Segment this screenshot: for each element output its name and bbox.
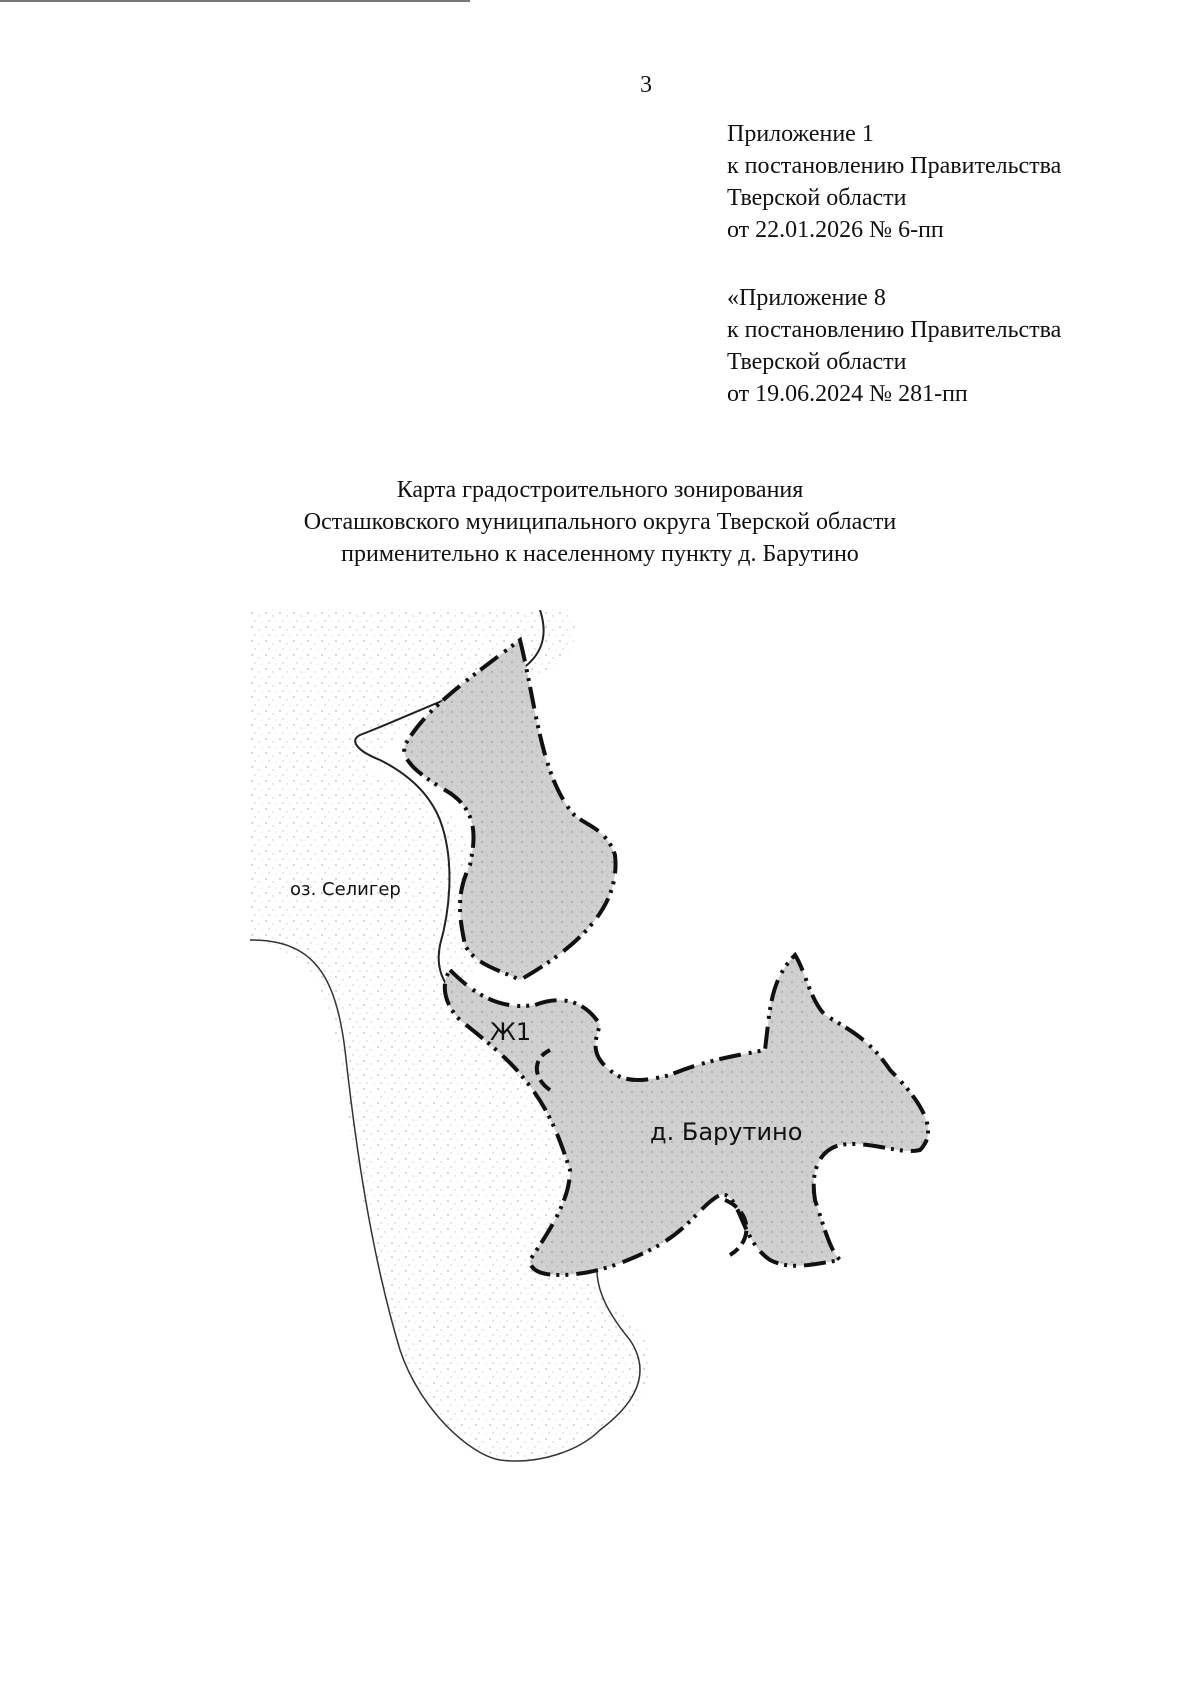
annex-current-region: Тверской области (727, 185, 907, 211)
map-title-line-2: Осташковского муниципального округа Тверской области (303, 509, 897, 535)
lake-label: оз. Селигер (290, 879, 401, 900)
zoning-map-svg (250, 610, 1030, 1540)
page-number: 3 (640, 72, 652, 98)
annex-previous-date: от 19.06.2024 № 281-пп (727, 381, 968, 407)
annex-current-block (727, 118, 1061, 246)
annex-previous-block (727, 282, 1061, 410)
annex-previous-region: Тверской области (727, 349, 907, 375)
top-edge-line (0, 0, 470, 2)
map-title-line-3: применительно к населенному пункту д. Барутино (341, 541, 859, 567)
zoning-map (250, 610, 1030, 1540)
settlement-label: д. Барутино (650, 1118, 803, 1146)
annex-current-date: от 22.01.2026 № 6-пп (727, 217, 944, 243)
annex-previous-title: «Приложение 8 (727, 285, 886, 311)
map-title-line-1: Карта градостроительного зонирования (396, 477, 804, 503)
annex-current-title: Приложение 1 (727, 121, 874, 147)
zone-label: Ж1 (490, 1018, 532, 1046)
annex-previous-reference: к постановлению Правительства (727, 317, 1062, 343)
map-title (0, 474, 1200, 570)
annex-current-reference: к постановлению Правительства (727, 153, 1062, 179)
